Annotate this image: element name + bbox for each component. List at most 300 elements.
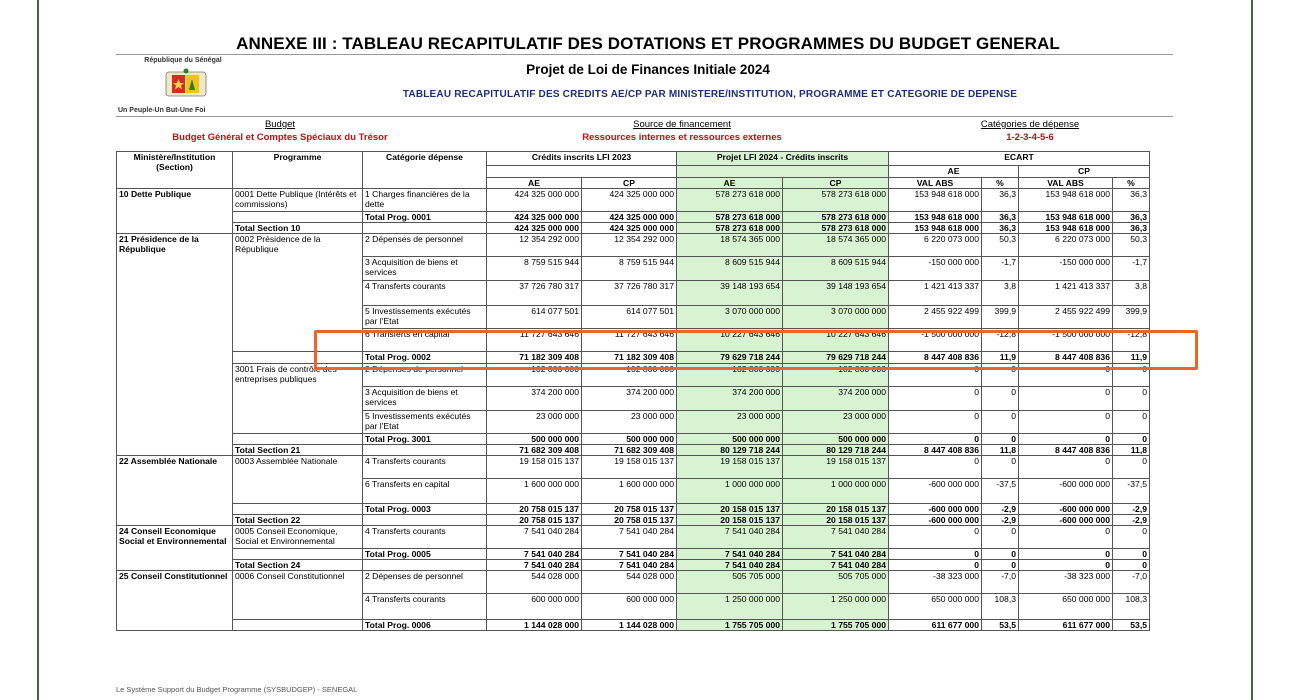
cell-ae-2023: 1 600 000 000 [487,479,582,504]
cell-ecart-ae: -600 000 000 [889,504,982,515]
header-ecart-ae: AE [889,166,1019,178]
table-row [117,515,1150,526]
cell-ae-2024: 80 129 718 244 [677,445,783,456]
cell-ae-2023: 20 758 015 137 [487,515,582,526]
cell-programme: 0003 Assemblée Nationale [233,456,363,479]
cell-ecart-cp-pct: 0 [1113,560,1150,571]
cell-cp-2024: 7 541 040 284 [783,549,889,560]
cell-ecart-ae-pct: 0 [982,411,1019,434]
cell-ae-2024: 18 574 365 000 [677,234,783,257]
cell-ministere [117,560,233,571]
header-projet-2024: Projet LFI 2024 - Crédits inscrits [677,152,889,166]
header-ae-2023: AE [487,178,582,189]
cell-ecart-ae: 0 [889,387,982,411]
cell-ecart-cp: 0 [1019,364,1113,387]
cell-programme [233,212,363,223]
cell-programme [233,620,363,631]
cell-ae-2023: 424 325 000 000 [487,223,582,234]
table-row [117,306,1150,329]
cell-ecart-ae-pct: 0 [982,387,1019,411]
header-ae-2024: AE [677,178,783,189]
cell-cp-2024: 20 158 015 137 [783,515,889,526]
header-cp-2024: CP [783,178,889,189]
cell-ecart-ae: 6 220 073 000 [889,234,982,257]
cell-categorie [363,515,487,526]
cell-cp-2023: 600 000 000 [582,594,677,620]
cell-ecart-ae: -150 000 000 [889,257,982,281]
cell-ecart-cp: 611 677 000 [1019,620,1113,631]
cell-cp-2024: 578 273 618 000 [783,212,889,223]
cell-ecart-cp-pct: -2,9 [1113,504,1150,515]
cell-programme [233,387,363,411]
header-categorie: Catégorie dépense [363,152,487,189]
cell-categorie: 3 Acquisition de biens et services [363,387,487,411]
cell-categorie: Total Prog. 0003 [363,504,487,515]
cell-programme [233,306,363,329]
cell-cp-2024: 39 148 193 654 [783,281,889,306]
header-lfi-2023: Crédits inscrits LFI 2023 [487,152,677,166]
cell-ecart-ae: 153 948 618 000 [889,189,982,212]
cell-categorie: 2 Dépenses de personnel [363,364,487,387]
cell-cp-2023: 424 325 000 000 [582,223,677,234]
cell-ecart-cp-pct: 0 [1113,411,1150,434]
cell-ae-2024: 7 541 040 284 [677,549,783,560]
cell-ae-2024: 79 629 718 244 [677,352,783,364]
header-pct-cp: % [1113,178,1150,189]
national-motto: Un Peuple-Un But-Une Foi [118,107,206,114]
cell-ecart-ae: 0 [889,560,982,571]
cell-ecart-cp: 153 948 618 000 [1019,212,1113,223]
cell-ae-2024: 578 273 618 000 [677,223,783,234]
cell-ae-2024: 578 273 618 000 [677,212,783,223]
cell-ministere [117,212,233,223]
cell-ae-2023: 614 077 501 [487,306,582,329]
cell-ecart-ae: 2 455 922 499 [889,306,982,329]
budget-meta [130,119,430,143]
cell-ae-2024: 7 541 040 284 [677,560,783,571]
cell-programme: 0002 Présidence de la République [233,234,363,257]
table-row [117,479,1150,504]
cell-cp-2023: 7 541 040 284 [582,560,677,571]
cell-ecart-cp-pct: 50,3 [1113,234,1150,257]
cell-categorie: 6 Transferts en capital [363,479,487,504]
left-page-border [37,0,39,700]
cell-ecart-ae-pct: 0 [982,434,1019,445]
cell-categorie: 2 Dépenses de personnel [363,571,487,594]
cell-ecart-ae: 0 [889,549,982,560]
cell-ecart-cp-pct: 53,5 [1113,620,1150,631]
header-ecart: ECART [889,152,1150,166]
cell-ministere [117,479,233,504]
cell-programme [233,411,363,434]
cell-ae-2024: 102 800 000 [677,364,783,387]
cell-ecart-cp: 0 [1019,387,1113,411]
categories-value: 1-2-3-4-5-6 [1006,132,1054,143]
table-row [117,560,1150,571]
cell-ecart-ae: 0 [889,526,982,549]
cell-programme [233,434,363,445]
cell-ae-2023: 424 325 000 000 [487,189,582,212]
cell-ecart-cp: 8 447 408 836 [1019,445,1113,456]
table-row [117,234,1150,257]
cell-categorie [363,223,487,234]
cell-categorie: 1 Charges financières de la dette [363,189,487,212]
cell-ministere: 10 Dette Publique [117,189,233,212]
cell-ministere [117,620,233,631]
cell-cp-2023: 11 727 643 646 [582,329,677,352]
cell-ecart-cp: 0 [1019,434,1113,445]
cell-ecart-ae-pct: 36,3 [982,189,1019,212]
source-meta [527,119,837,143]
cell-ecart-ae-pct: 0 [982,560,1019,571]
header-divider [116,54,1173,55]
cell-cp-2023: 20 758 015 137 [582,515,677,526]
cell-cp-2023: 614 077 501 [582,306,677,329]
table-row [117,189,1150,212]
header-divider-bottom [116,116,1173,117]
cell-cp-2023: 500 000 000 [582,434,677,445]
cell-ae-2023: 1 144 028 000 [487,620,582,631]
budget-label: Budget [264,119,296,130]
cell-ecart-cp: 1 421 413 337 [1019,281,1113,306]
table-row [117,445,1150,456]
cell-ae-2024: 7 541 040 284 [677,526,783,549]
cell-ecart-ae-pct: 11,9 [982,352,1019,364]
cell-ecart-cp-pct: 36,3 [1113,212,1150,223]
table-body [117,189,1150,631]
categories-label: Catégories de dépense [980,119,1080,130]
cell-cp-2024: 19 158 015 137 [783,456,889,479]
cell-ecart-cp: 0 [1019,456,1113,479]
cell-cp-2024: 505 705 000 [783,571,889,594]
cell-ecart-cp-pct: 108,3 [1113,594,1150,620]
cell-cp-2023: 37 726 780 317 [582,281,677,306]
cell-ministere [117,223,233,234]
cell-cp-2023: 374 200 000 [582,387,677,411]
cell-ecart-cp: 153 948 618 000 [1019,223,1113,234]
budget-table [116,151,1150,631]
country-name: République du Sénégal [144,57,222,64]
table-row [117,434,1150,445]
cell-ae-2024: 1 755 705 000 [677,620,783,631]
cell-ministere: 22 Assemblée Nationale [117,456,233,479]
cell-ae-2024: 20 158 015 137 [677,515,783,526]
cell-ecart-ae-pct: 0 [982,364,1019,387]
cell-ministere [117,594,233,620]
cell-ae-2023: 19 158 015 137 [487,456,582,479]
cell-cp-2023: 20 758 015 137 [582,504,677,515]
cell-programme [233,257,363,281]
table-row [117,526,1150,549]
cell-categorie: 4 Transferts courants [363,281,487,306]
cell-categorie [363,560,487,571]
cell-ecart-ae-pct: 36,3 [982,212,1019,223]
cell-cp-2023: 7 541 040 284 [582,549,677,560]
cell-programme [233,549,363,560]
cell-ministere [117,434,233,445]
cell-ae-2023: 500 000 000 [487,434,582,445]
cell-ministere [117,515,233,526]
cell-categorie: Total Prog. 0005 [363,549,487,560]
right-page-border [1251,0,1253,700]
cell-categorie: 4 Transferts courants [363,456,487,479]
cell-ae-2023: 37 726 780 317 [487,281,582,306]
cell-ecart-ae-pct: -37,5 [982,479,1019,504]
cell-cp-2023: 71 182 309 408 [582,352,677,364]
cell-ae-2023: 544 028 000 [487,571,582,594]
cell-categorie: 4 Transferts courants [363,526,487,549]
cell-cp-2024: 1 250 000 000 [783,594,889,620]
cell-ecart-ae-pct: 0 [982,526,1019,549]
cell-cp-2024: 578 273 618 000 [783,189,889,212]
cell-ecart-ae: 0 [889,411,982,434]
cell-ecart-ae: 611 677 000 [889,620,982,631]
cell-ecart-ae: 0 [889,434,982,445]
cell-ecart-ae-pct: 11,8 [982,445,1019,456]
cell-programme: Total Section 21 [233,445,363,456]
header-programme: Programme [233,152,363,189]
header-ecart-cp: CP [1019,166,1150,178]
cell-ecart-cp-pct: 36,3 [1113,223,1150,234]
cell-cp-2024: 10 227 643 646 [783,329,889,352]
cell-categorie: Total Prog. 3001 [363,434,487,445]
cell-cp-2023: 424 325 000 000 [582,212,677,223]
cell-ecart-cp-pct: 11,9 [1113,352,1150,364]
cell-ecart-cp-pct: -12,8 [1113,329,1150,352]
cell-ae-2024: 20 158 015 137 [677,504,783,515]
annex-title: ANNEXE III : TABLEAU RECAPITULATIF DES DOTATIONS ET PROGRAMMES DU BUDGET GENERAL [236,34,1060,53]
cell-ae-2023: 23 000 000 [487,411,582,434]
cell-cp-2023: 102 800 000 [582,364,677,387]
cell-cp-2024: 102 800 000 [783,364,889,387]
cell-ecart-cp: 650 000 000 [1019,594,1113,620]
cell-programme [233,479,363,504]
table-row [117,212,1150,223]
cell-ecart-cp-pct: 36,3 [1113,189,1150,212]
cell-programme: 3001 Frais de contrôle des entreprises publiques [233,364,363,387]
table-row [117,281,1150,306]
cell-ministere: 24 Conseil Economique Social et Environnemental [117,526,233,549]
table-row [117,620,1150,631]
cell-ae-2023: 71 682 309 408 [487,445,582,456]
cell-ecart-cp: -600 000 000 [1019,479,1113,504]
cell-ae-2024: 1 000 000 000 [677,479,783,504]
header-spacer [487,166,677,178]
budget-value: Budget Général et Comptes Spéciaux du Trésor [172,132,388,143]
cell-ae-2023: 102 800 000 [487,364,582,387]
cell-categorie [363,445,487,456]
cell-ecart-ae-pct: 36,3 [982,223,1019,234]
cell-cp-2024: 374 200 000 [783,387,889,411]
table-row [117,571,1150,594]
cell-ae-2023: 7 541 040 284 [487,549,582,560]
cell-ecart-ae: 8 447 408 836 [889,352,982,364]
table-heading: TABLEAU RECAPITULATIF DES CREDITS AE/CP PAR MINISTERE/INSTITUTION, PROGRAMME ET CATEGORIE DE DEPENSE [402,89,1018,100]
cell-ecart-ae-pct: 3,8 [982,281,1019,306]
cell-ecart-cp-pct: 0 [1113,456,1150,479]
cell-cp-2024: 1 000 000 000 [783,479,889,504]
cell-ecart-ae-pct: 0 [982,456,1019,479]
highlight-annotation-box [314,330,1198,370]
cell-ae-2024: 10 227 643 646 [677,329,783,352]
cell-cp-2024: 18 574 365 000 [783,234,889,257]
cell-categorie: 6 Transferts en capital [363,329,487,352]
cell-ecart-cp-pct: 3,8 [1113,281,1150,306]
cell-ministere [117,411,233,434]
cell-categorie: 3 Acquisition de biens et services [363,257,487,281]
cell-ministere: 25 Conseil Constitutionnel [117,571,233,594]
cell-programme [233,281,363,306]
cell-categorie: 5 Investissements exécutés par l'Etat [363,411,487,434]
document-subtitle: Projet de Loi de Finances Initiale 2024 [526,62,770,77]
cell-ecart-cp-pct: 0 [1113,387,1150,411]
header-val-abs-ae: VAL ABS [889,178,982,189]
cell-ecart-ae: 650 000 000 [889,594,982,620]
cell-ecart-ae: 8 447 408 836 [889,445,982,456]
cell-ecart-ae-pct: 108,3 [982,594,1019,620]
cell-ecart-cp: 0 [1019,549,1113,560]
cell-ecart-ae: 153 948 618 000 [889,212,982,223]
cell-ecart-ae-pct: -7,0 [982,571,1019,594]
cell-cp-2023: 8 759 515 944 [582,257,677,281]
cell-ae-2023: 71 182 309 408 [487,352,582,364]
cell-cp-2024: 3 070 000 000 [783,306,889,329]
cell-ecart-cp: 8 447 408 836 [1019,352,1113,364]
cell-ecart-ae-pct: -2,9 [982,515,1019,526]
cell-programme [233,594,363,620]
cell-ecart-cp: -600 000 000 [1019,515,1113,526]
source-label: Source de financement [633,119,731,130]
cell-ae-2024: 505 705 000 [677,571,783,594]
cell-ecart-ae: 153 948 618 000 [889,223,982,234]
cell-ministere [117,364,233,387]
cell-ecart-cp: 0 [1019,411,1113,434]
cell-cp-2023: 544 028 000 [582,571,677,594]
cell-cp-2023: 23 000 000 [582,411,677,434]
source-value: Ressources internes et ressources externes [582,132,782,143]
cell-ecart-ae: -600 000 000 [889,479,982,504]
cell-ministere [117,306,233,329]
table-row [117,387,1150,411]
cell-ministere [117,387,233,411]
cell-ae-2023: 600 000 000 [487,594,582,620]
cell-ecart-cp: 0 [1019,526,1113,549]
cell-ae-2024: 19 158 015 137 [677,456,783,479]
table-row [117,223,1150,234]
cell-cp-2023: 71 682 309 408 [582,445,677,456]
cell-categorie: Total Prog. 0001 [363,212,487,223]
cell-categorie: Total Prog. 0002 [363,352,487,364]
cell-ministere [117,549,233,560]
cell-ae-2023: 374 200 000 [487,387,582,411]
cell-ae-2024: 1 250 000 000 [677,594,783,620]
cell-ecart-cp-pct: 0 [1113,434,1150,445]
cell-ecart-cp: 153 948 618 000 [1019,189,1113,212]
cell-ae-2024: 578 273 618 000 [677,189,783,212]
header-spacer-green [677,166,889,178]
cell-ecart-cp-pct: 0 [1113,549,1150,560]
cell-programme: 0005 Conseil Economique, Social et Environnemental [233,526,363,549]
cell-ministere [117,329,233,352]
cell-cp-2023: 1 144 028 000 [582,620,677,631]
cell-programme: Total Section 24 [233,560,363,571]
cell-cp-2024: 1 755 705 000 [783,620,889,631]
cell-categorie: Total Prog. 0006 [363,620,487,631]
cell-programme: Total Section 22 [233,515,363,526]
table-row [117,456,1150,479]
cell-cp-2023: 424 325 000 000 [582,189,677,212]
cell-ecart-ae: -1 500 000 000 [889,329,982,352]
cell-ecart-ae: 0 [889,456,982,479]
cell-ministere [117,445,233,456]
cell-ae-2023: 7 541 040 284 [487,560,582,571]
cell-cp-2024: 79 629 718 244 [783,352,889,364]
cell-ecart-ae: 0 [889,364,982,387]
cell-ecart-cp-pct: -37,5 [1113,479,1150,504]
cell-ecart-cp-pct: 11,8 [1113,445,1150,456]
cell-cp-2024: 500 000 000 [783,434,889,445]
header-pct-ae: % [982,178,1019,189]
cell-ministere: 21 Présidence de la République [117,234,233,257]
cell-ae-2024: 8 609 515 944 [677,257,783,281]
cell-ecart-cp: 2 455 922 499 [1019,306,1113,329]
cell-ecart-ae-pct: -1,7 [982,257,1019,281]
cell-ae-2024: 39 148 193 654 [677,281,783,306]
cell-cp-2024: 578 273 618 000 [783,223,889,234]
cell-ecart-cp: 6 220 073 000 [1019,234,1113,257]
cell-ecart-ae-pct: -12,8 [982,329,1019,352]
cell-ae-2023: 20 758 015 137 [487,504,582,515]
cell-cp-2024: 20 158 015 137 [783,504,889,515]
cell-cp-2023: 19 158 015 137 [582,456,677,479]
cell-ae-2024: 23 000 000 [677,411,783,434]
cell-ecart-ae: -600 000 000 [889,515,982,526]
cell-cp-2024: 8 609 515 944 [783,257,889,281]
footer-text: Le Système Support du Budget Programme (SYSBUDGEP) - SENEGAL [116,685,358,694]
cell-cp-2024: 7 541 040 284 [783,560,889,571]
cell-ecart-cp: -150 000 000 [1019,257,1113,281]
header-ministere: Ministère/Institution (Section) [117,152,233,189]
cell-ecart-cp-pct: 0 [1113,526,1150,549]
table-row [117,549,1150,560]
cell-ae-2023: 12 354 292 000 [487,234,582,257]
cell-ae-2024: 3 070 000 000 [677,306,783,329]
cell-categorie: 2 Dépenses de personnel [363,234,487,257]
cell-ecart-cp: -38 323 000 [1019,571,1113,594]
cell-ecart-cp-pct: 0 [1113,364,1150,387]
cell-cp-2024: 80 129 718 244 [783,445,889,456]
cell-categorie: 4 Transferts courants [363,594,487,620]
cell-ecart-ae-pct: 50,3 [982,234,1019,257]
cell-ae-2024: 500 000 000 [677,434,783,445]
cell-ecart-ae-pct: -2,9 [982,504,1019,515]
cell-ae-2023: 8 759 515 944 [487,257,582,281]
cell-ecart-ae-pct: 0 [982,549,1019,560]
cell-ecart-cp-pct: -2,9 [1113,515,1150,526]
cell-cp-2023: 7 541 040 284 [582,526,677,549]
cell-ae-2024: 374 200 000 [677,387,783,411]
cell-ecart-ae-pct: 399,9 [982,306,1019,329]
cell-ecart-ae-pct: 53,5 [982,620,1019,631]
header-cp-2023: CP [582,178,677,189]
table-row [117,257,1150,281]
cell-cp-2023: 12 354 292 000 [582,234,677,257]
cell-cp-2024: 23 000 000 [783,411,889,434]
cell-cp-2023: 1 600 000 000 [582,479,677,504]
table-row [117,594,1150,620]
cell-programme [233,504,363,515]
cell-ministere [117,352,233,364]
